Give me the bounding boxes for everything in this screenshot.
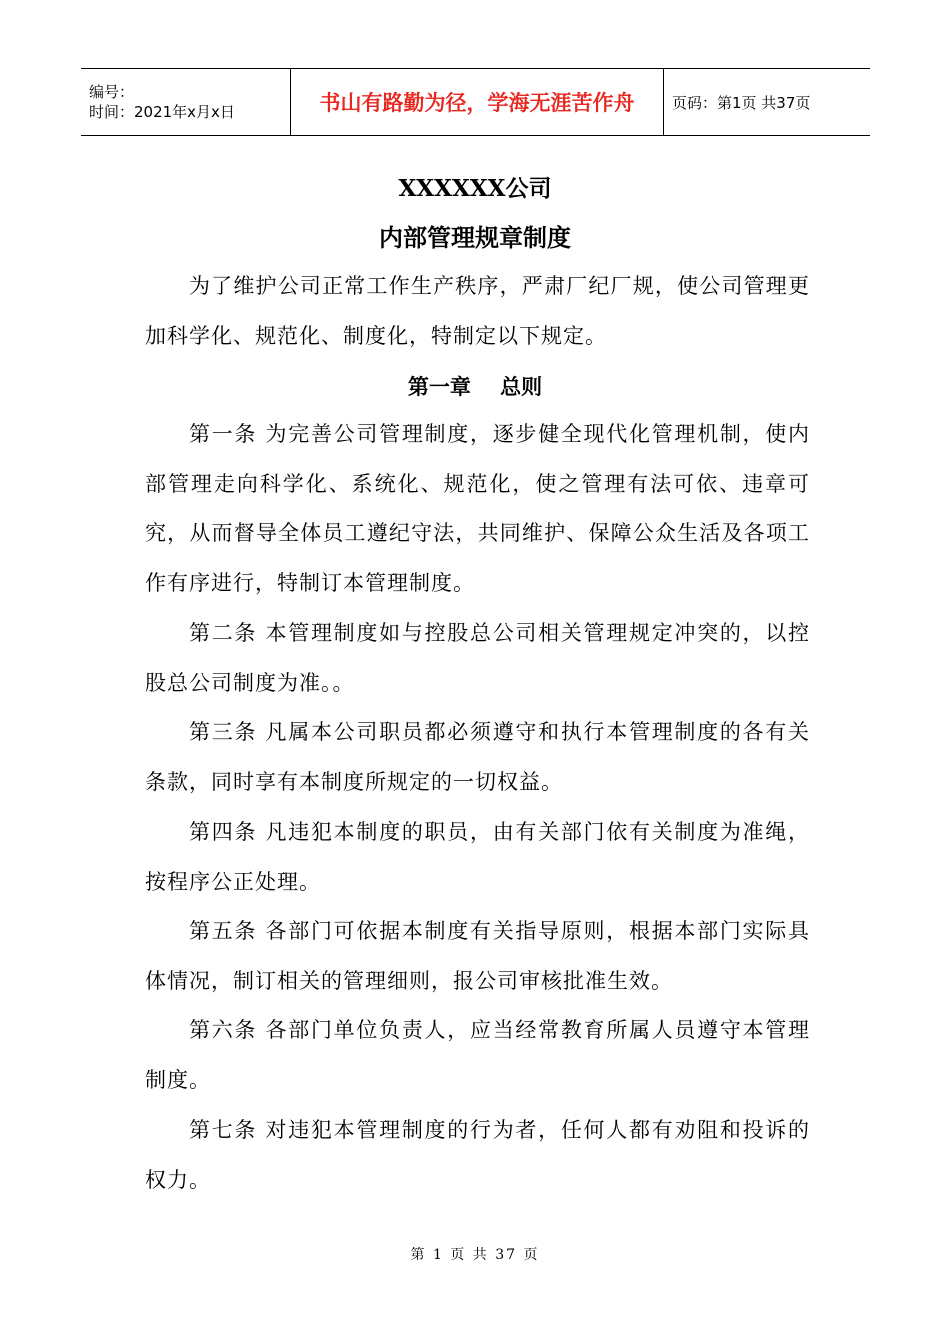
article-2: 第二条 本管理制度如与控股总公司相关管理规定冲突的，以控股总公司制度为准。。 — [145, 621, 810, 695]
page-info-text: 页码：第1页 共37页 — [672, 93, 811, 112]
page-footer: 第 1 页 共 37 页 — [410, 1247, 540, 1263]
article-1: 第一条 为完善公司管理制度，逐步健全现代化管理机制，使内部管理走向科学化、系统化、规范化，使之管理有法可依、违章可究，从而督导全体员工遵纪守法，共同维护、保障公众生活及各项工作有序进行，特制订本管理制度。 — [145, 422, 810, 595]
date-label: 时间：2021年x月x日 — [89, 103, 235, 121]
article-3: 第三条 凡属本公司职员都必须遵守和执行本管理制度的各有关条款，同时享有本制度所规定的一切权益。 — [145, 720, 810, 794]
article-4: 第四条 凡违犯本制度的职员，由有关部门依有关制度为准绳，按程序公正处理。 — [145, 820, 810, 894]
article-7: 第七条 对违犯本管理制度的行为者，任何人都有劝阻和投诉的权力。 — [145, 1118, 810, 1192]
header-meta-cell — [81, 69, 291, 136]
article-5: 第五条 各部门可依据本制度有关指导原则，根据本部门实际具体情况，制订相关的管理细则，报公司审核批准生效。 — [145, 919, 810, 993]
number-label: 编号： — [89, 83, 135, 101]
header-table — [81, 68, 870, 136]
article-6: 第六条 各部门单位负责人，应当经常教育所属人员遵守本管理制度。 — [145, 1018, 810, 1092]
page-info-cell — [664, 69, 871, 136]
document-title: 内部管理规章制度 — [379, 223, 571, 252]
motto-cell — [291, 69, 664, 136]
company-name: XXXXXX公司 — [398, 175, 552, 202]
intro-paragraph: 为了维护公司正常工作生产秩序，严肃厂纪厂规，使公司管理更加科学化、规范化、制度化，特制定以下规定。 — [145, 274, 810, 348]
motto-text: 书山有路勤为径，学海无涯苦作舟 — [319, 91, 635, 115]
chapter-heading: 第一章 总则 — [407, 374, 543, 399]
